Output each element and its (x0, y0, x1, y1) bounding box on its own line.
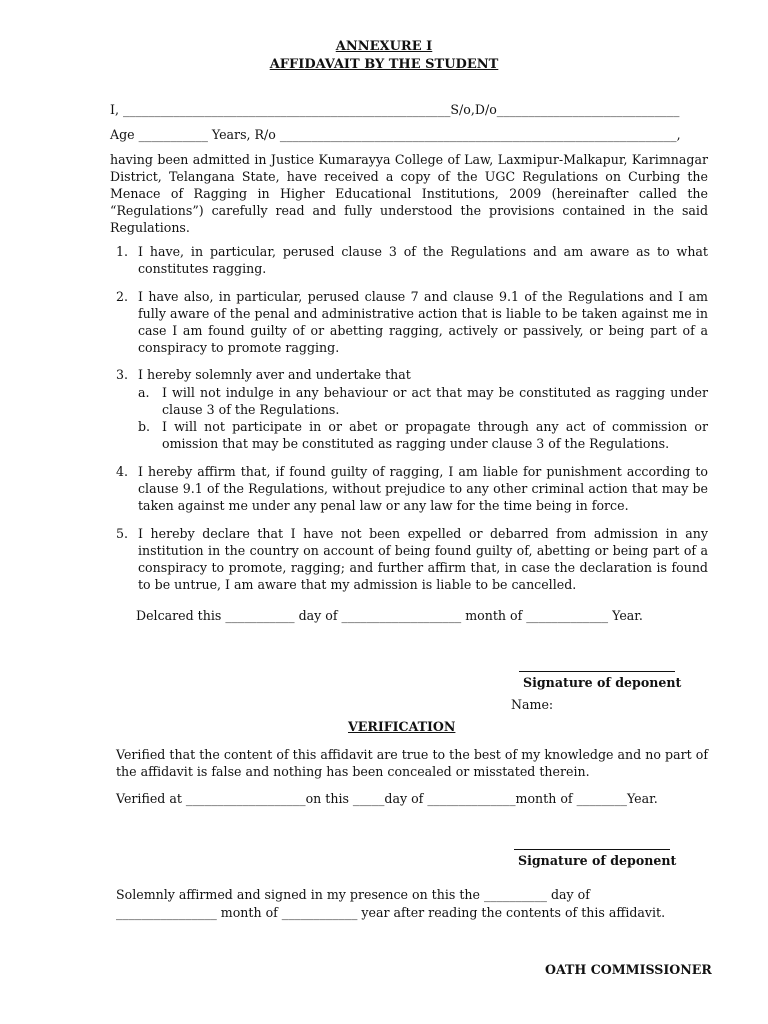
sub-item-text: I will not indulge in any behaviour or act that may be constituted as ragging under clause 3 of the Regulations. (162, 385, 708, 417)
signature-line (514, 849, 670, 850)
sub-item-text: I will not participate in or abet or propagate through any act of commission or omission that may be constituted as ragging under clause 3 of the Regulations. (162, 419, 708, 451)
verification-paragraph: Verified that the content of this affidavit are true to the best of my knowledge and no part of the affidavit is false and nothing has been concealed or misstated therein. (116, 747, 708, 779)
item-number: 5. (116, 526, 129, 541)
item-number: 1. (116, 244, 129, 259)
verified-at-line: Verified at ___________________on this _____day of ______________month of ________Year. (116, 791, 658, 806)
item-text: I hereby declare that I have not been expelled or debarred from admission in any institution in the country on account of being found guilty of, abetting or being part of a conspiracy to promote, ragging; and further affirm that, in case the declaration is found to be untrue, I am aware that my admission is liable to be cancelled. (138, 526, 708, 592)
affidavit-title: AFFIDAVAIT BY THE STUDENT (269, 57, 499, 72)
item-number: 3. (116, 367, 129, 382)
name-label: Name: (511, 697, 554, 712)
sub-item-letter: a. (138, 385, 150, 400)
item-number: 2. (116, 289, 129, 304)
name-line: I, ____________________________________________________S/o,D/o_____________________________ (110, 102, 680, 117)
item-number: 4. (116, 464, 129, 479)
verification-title: VERIFICATION (348, 719, 456, 734)
item-text: I have also, in particular, perused clause 7 and clause 9.1 of the Regulations and I am fully aware of the penal and administrative action that is liable to be taken against me in case I am found guilty of or abetting ragging, actively or passively, or being part of a conspiracy to promote ragging. (138, 289, 708, 355)
signature-of-deponent-label: Signature of deponent (523, 675, 682, 690)
item-text: I hereby solemnly aver and undertake that (138, 367, 411, 382)
sub-item-letter: b. (138, 419, 151, 434)
affirmed-line: Solemnly affirmed and signed in my presence on this the __________ day of (116, 887, 590, 902)
affirmed-line: ________________ month of ____________ year after reading the contents of this affidavit. (116, 905, 666, 920)
item-text: I have, in particular, perused clause 3 of the Regulations and am aware as to what constitutes ragging. (138, 244, 708, 276)
item-text: I hereby affirm that, if found guilty of ragging, I am liable for punishment according to clause 9.1 of the Regulations, without prejudice to any other criminal action that may be taken against me under any penal law or any law for the time being in force. (138, 464, 708, 513)
signature-line (519, 671, 675, 672)
annexure-title: ANNEXURE I (335, 39, 433, 54)
declared-line: Delcared this ___________ day of ___________________ month of _____________ Year. (136, 608, 643, 623)
signature-of-deponent-label: Signature of deponent (518, 853, 677, 868)
intro-paragraph: having been admitted in Justice Kumarayya College of Law, Laxmipur-Malkapur, Karimnagar District, Telangana State, have received a copy of the UGC Regulations on Curbing the Menace of Ragging in Higher Educational Institutions, 2009 (hereinafter called the “Regulations”) carefully read and fully understood the provisions contained in the said Regulations. (110, 152, 708, 235)
age-residence-line: Age ___________ Years, R/o _______________________________________________________________, (110, 127, 681, 142)
oath-commissioner-label: OATH COMMISSIONER (545, 962, 712, 977)
